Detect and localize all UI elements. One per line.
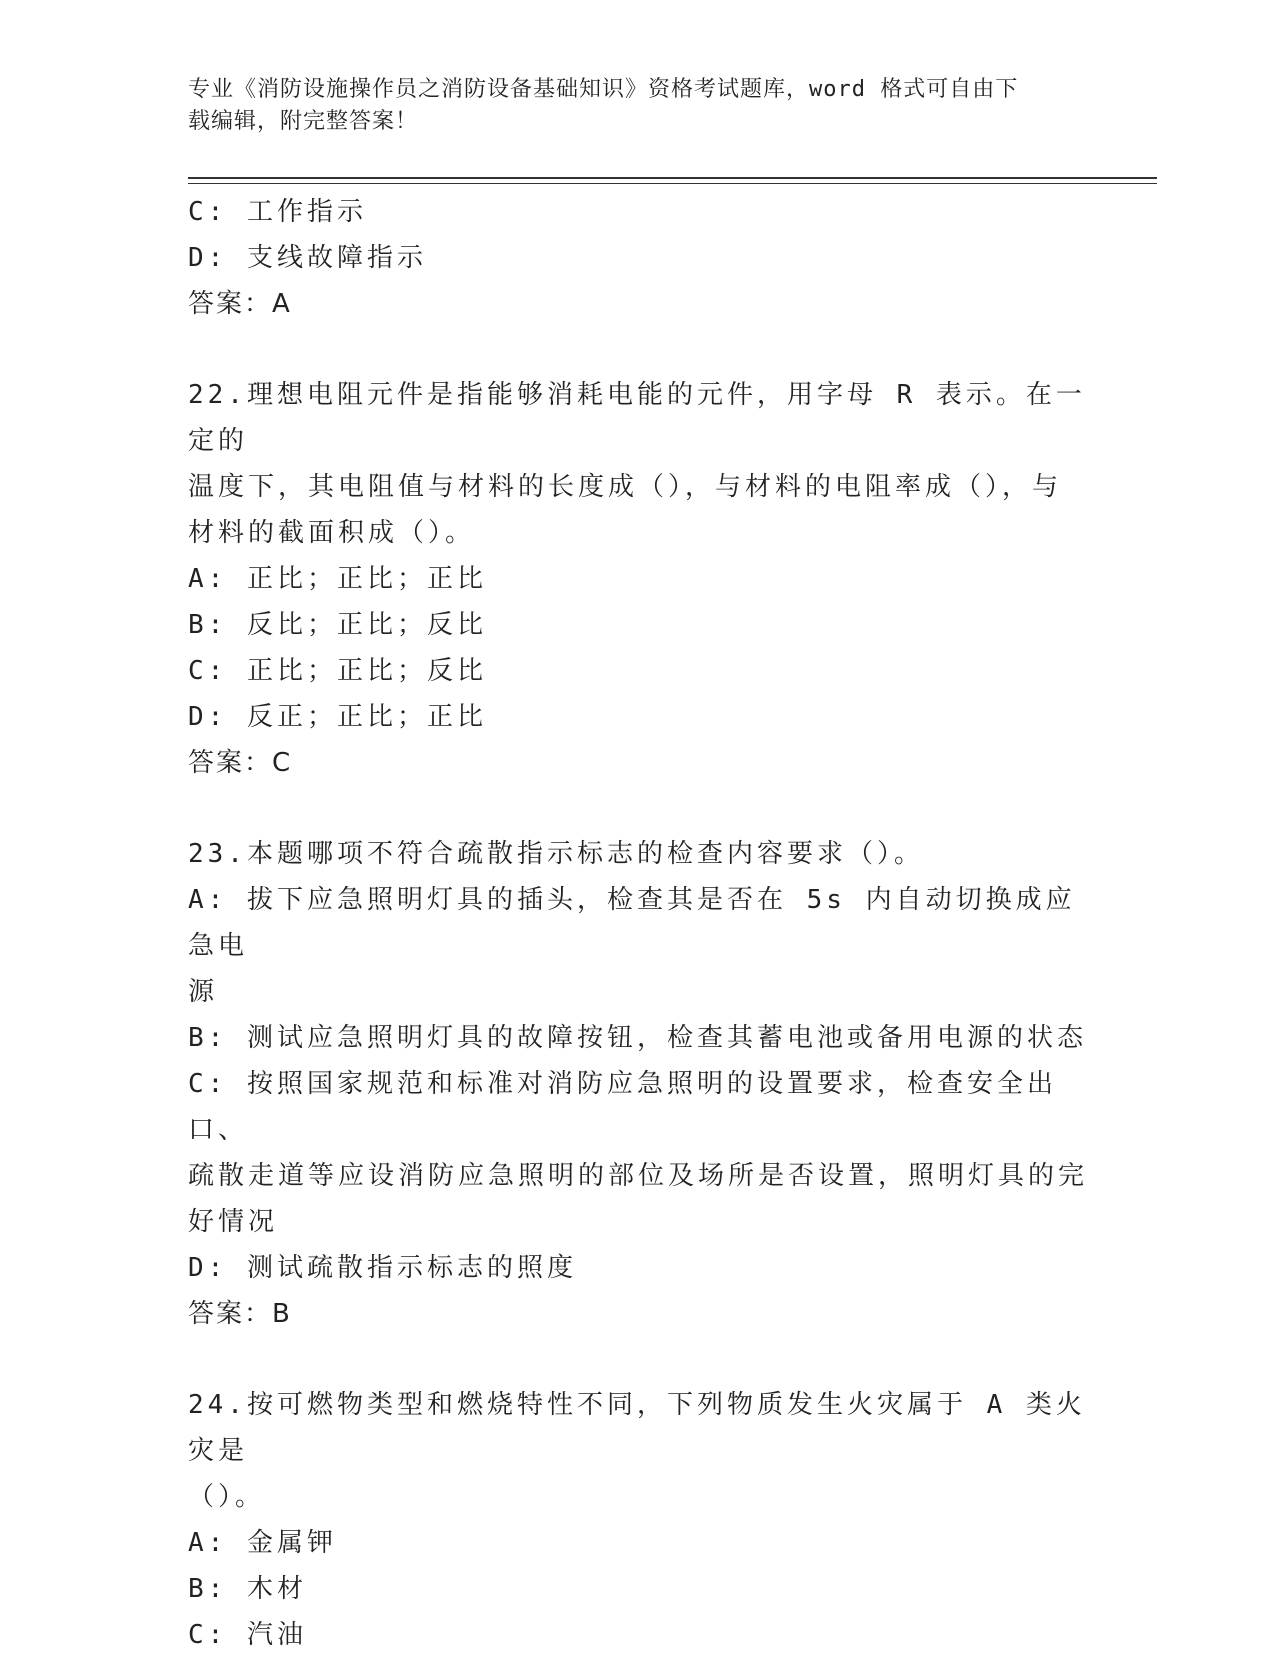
option-a: A: 金属钾 <box>188 1528 337 1558</box>
spacer <box>188 1337 1088 1382</box>
option-a: A: 拔下应急照明灯具的插头，检查其是否在 5s 内自动切换成应急电 <box>188 885 1076 961</box>
option-c: C: 工作指示 <box>188 197 367 227</box>
question-stem-line: 22.理想电阻元件是指能够消耗电能的元件，用字母 R 表示。在一定的 <box>188 380 1086 456</box>
question-stem-line: 温度下，其电阻值与材料的长度成（），与材料的电阻率成（），与 <box>188 472 1063 502</box>
option-d: D: 测试疏散指示标志的照度 <box>188 1253 577 1283</box>
option-d: D: 支线故障指示 <box>188 243 427 273</box>
header-line-2: 载编辑，附完整答案！ <box>188 109 419 134</box>
option-c: C: 按照国家规范和标准对消防应急照明的设置要求，检查安全出口、 <box>188 1069 1057 1145</box>
previous-question-tail <box>188 189 1088 327</box>
header-divider-thin <box>188 183 1157 184</box>
question-stem-line: 24.按可燃物类型和燃烧特性不同，下列物质发生火灾属于 A 类火灾是 <box>188 1390 1086 1466</box>
question-content <box>188 189 1088 1658</box>
option-c-continued: 疏散走道等应设消防应急照明的部位及场所是否设置，照明灯具的完 <box>188 1161 1089 1191</box>
option-b: B: 木材 <box>188 1574 307 1604</box>
option-a-continued: 源 <box>188 977 219 1007</box>
option-b: B: 反比；正比；反比 <box>188 610 487 640</box>
header-line-1: 专业《消防设施操作员之消防设备基础知识》资格考试题库，word 格式可自由下 <box>188 77 1019 102</box>
question-stem-line: （）。 <box>188 1482 266 1512</box>
option-d: D: 反正；正比；正比 <box>188 702 487 732</box>
question-24 <box>188 1382 1088 1658</box>
option-b: B: 测试应急照明灯具的故障按钮，检查其蓄电池或备用电源的状态 <box>188 1023 1087 1053</box>
answer-line: 答案：B <box>188 1299 292 1329</box>
spacer <box>188 327 1088 372</box>
question-stem-line: 23.本题哪项不符合疏散指示标志的检查内容要求（）。 <box>188 839 924 869</box>
option-a: A: 正比；正比；正比 <box>188 564 487 594</box>
question-stem-line: 材料的截面积成（）。 <box>188 518 476 548</box>
header-divider-thick <box>188 177 1157 179</box>
question-22 <box>188 372 1088 786</box>
document-header <box>188 74 1088 138</box>
option-c: C: 汽油 <box>188 1620 307 1650</box>
question-23 <box>188 831 1088 1337</box>
spacer <box>188 786 1088 831</box>
answer-line: 答案：C <box>188 748 293 778</box>
answer-line: 答案：A <box>188 289 292 319</box>
option-c: C: 正比；正比；反比 <box>188 656 487 686</box>
option-c-continued: 好情况 <box>188 1207 279 1237</box>
